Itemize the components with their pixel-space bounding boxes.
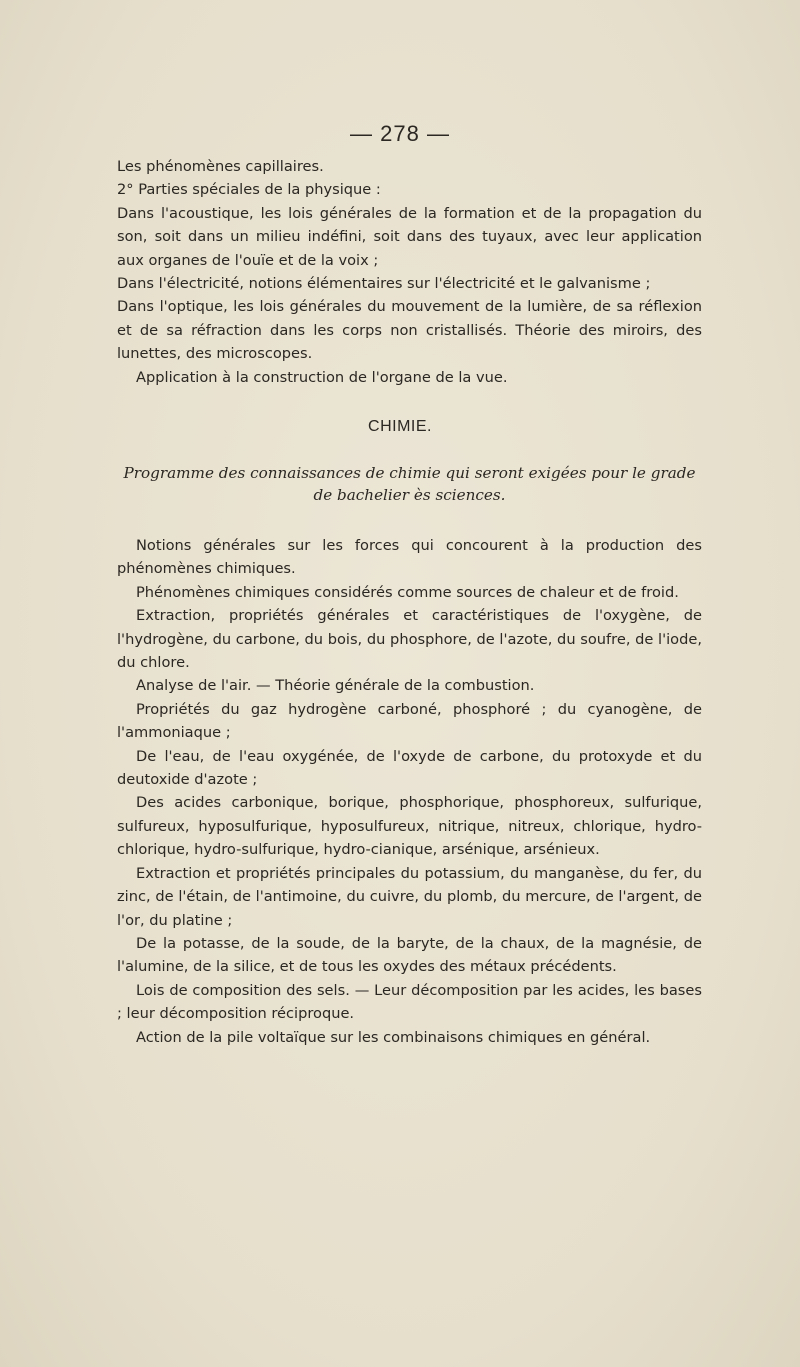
paragraph: Les phénomènes capillaires. [117, 158, 324, 175]
paragraph: Action de la pile voltaïque sur les combinaisons chimiques en général. [136, 1028, 651, 1046]
physics-section [117, 155, 702, 389]
paragraph: Extraction, propriétés générales et caractéristiques de l'oxygène, de l'hydrogène, du carbone, du bois, du phosphore, de l'azote, du soufre, de l'iode, du chlore. [117, 607, 702, 672]
paragraph: Des acides carbonique, borique, phosphorique, phosphoreux, sulfurique, sulfureux, hyposulfurique, hyposulfureux, nitrique, nitreux, chlorique, hydro-chlorique, hydro-sulfurique, hydro-cianique, arsénique, arsénieux. [117, 794, 702, 859]
paragraph: Phénomènes chimiques considérés comme sources de chaleur et de froid. [136, 583, 679, 601]
paragraph: De la potasse, de la soude, de la baryte, de la chaux, de la magnésie, de l'alumine, de la silice, et de tous les oxydes des métaux précédents. [117, 934, 702, 976]
chemistry-section [117, 534, 702, 1049]
programme-heading: Programme des connaissances de chimie qui seront exigées pour le grade de bachelier ès sciences. [123, 464, 696, 504]
paragraph: Dans l'optique, les lois générales du mouvement de la lumière, de sa réflexion et de sa réfraction dans les corps non cristallisés. Théorie des miroirs, des lunettes, des microscopes. [117, 298, 702, 363]
paragraph: Application à la construction de l'organe de la vue. [136, 368, 508, 386]
paragraph: Propriétés du gaz hydrogène carboné, phosphoré ; du cyanogène, de l'ammoniaque ; [117, 700, 702, 742]
paragraph: Dans l'acoustique, les lois générales de la formation et de la propagation du son, soit dans un milieu indéfini, soit dans des tuyaux, avec leur application aux organes de l'ouïe et de la voix ; [117, 204, 702, 269]
section-title: CHIMIE. [368, 418, 432, 435]
paragraph: De l'eau, de l'eau oxygénée, de l'oxyde de carbone, du protoxyde et du deutoxide d'azote ; [117, 747, 702, 789]
paragraph: Lois de composition des sels. — Leur décomposition par les acides, les bases ; leur décomposition réciproque. [117, 981, 702, 1023]
paragraph: 2° Parties spéciales de la physique : [117, 181, 381, 199]
paragraph: Dans l'électricité, notions élémentaires sur l'électricité et le galvanisme ; [117, 275, 651, 293]
paragraph: Notions générales sur les forces qui concourent à la production des phénomènes chimiques. [117, 537, 702, 578]
paragraph: Analyse de l'air. — Théorie générale de la combustion. [136, 677, 535, 695]
page-number: — 278 — [350, 121, 450, 146]
paragraph: Extraction et propriétés principales du potassium, du manganèse, du fer, du zinc, de l'étain, de l'antimoine, du cuivre, du plomb, du mercure, de l'argent, de l'or, du platine ; [117, 864, 702, 929]
